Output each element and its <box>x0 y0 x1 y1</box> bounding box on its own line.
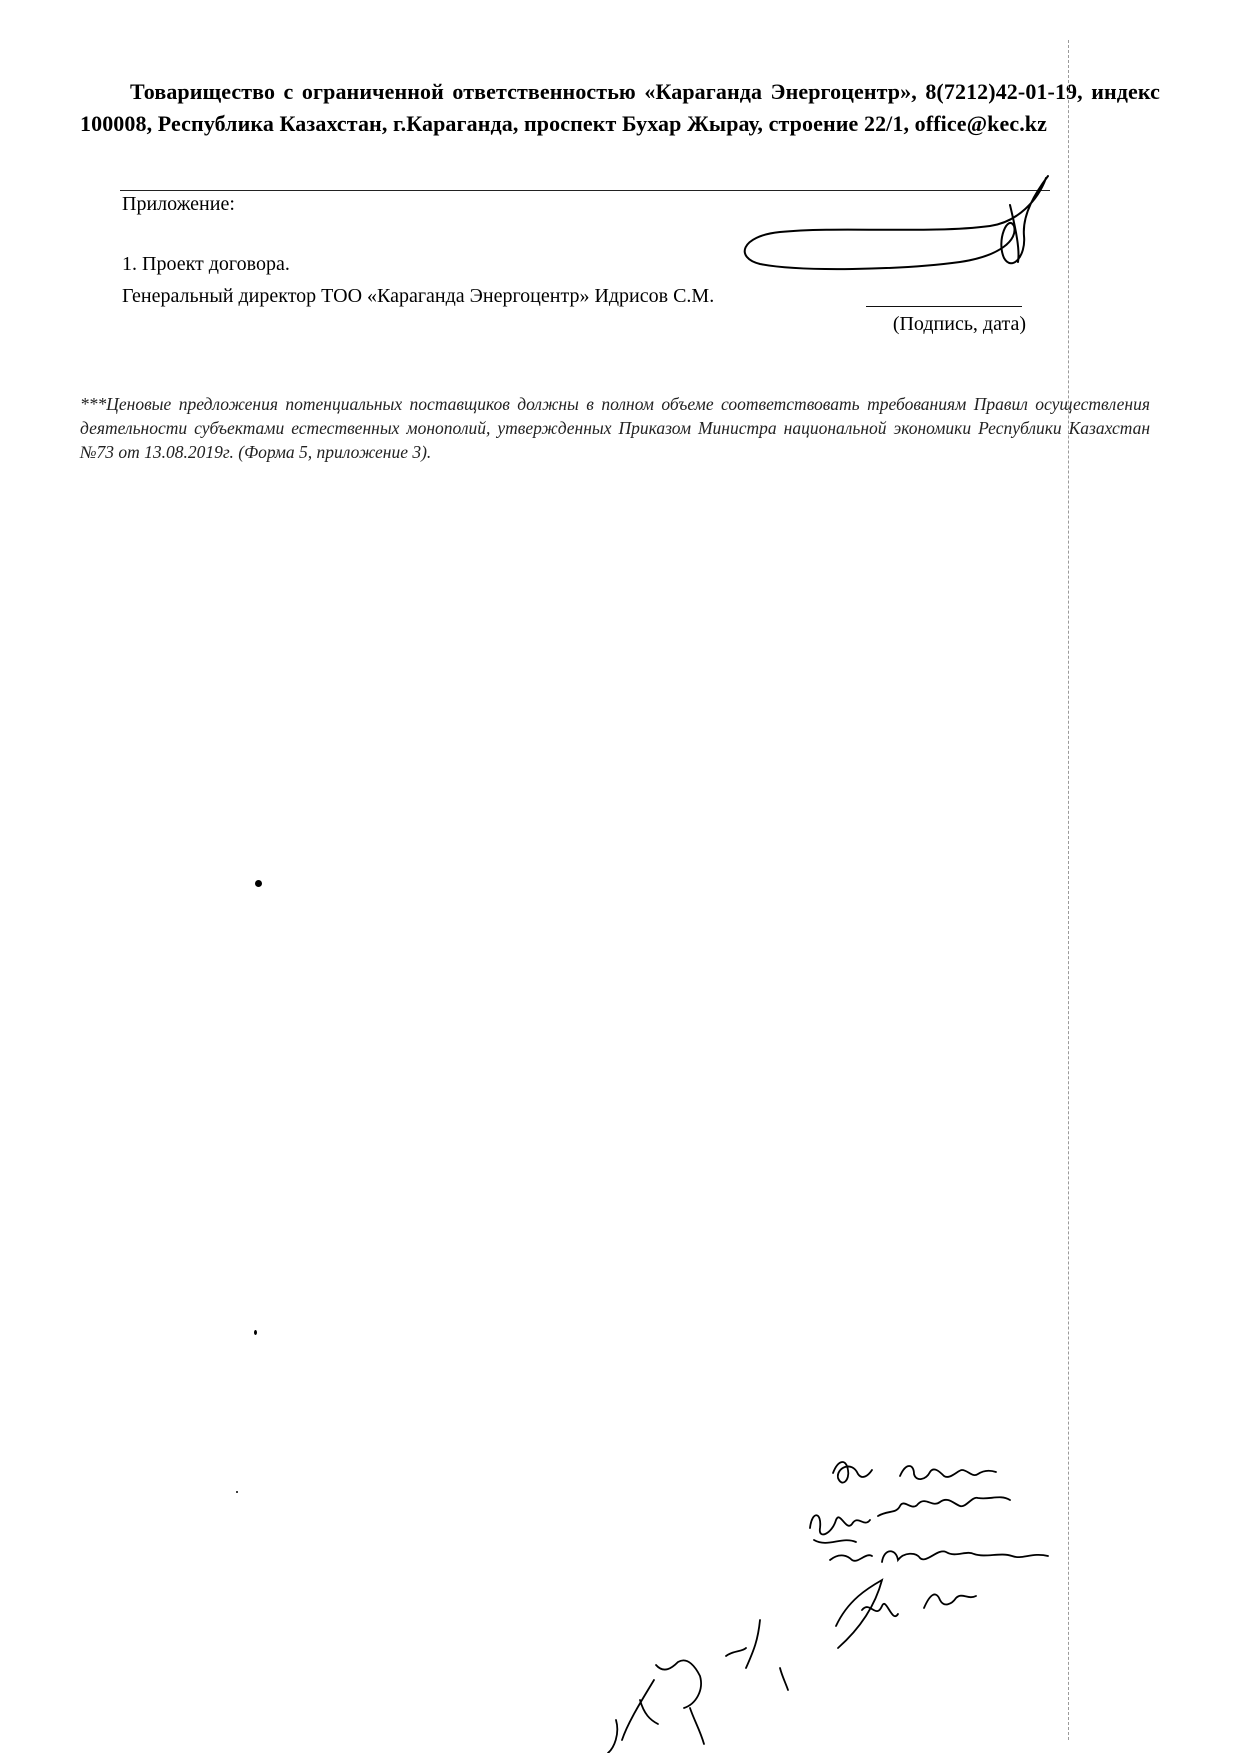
approval-signatures-block <box>608 1462 1048 1753</box>
header-divider <box>120 190 1050 191</box>
appendix-label: Приложение: <box>122 193 235 215</box>
signature-hint: (Подпись, дата) <box>892 313 1026 335</box>
scan-edge-line <box>1068 40 1069 1740</box>
footnote: ***Ценовые предложения потенциальных поставщиков должны в полном объеме соответствовать требованиям Правил осуществления деятельности субъектами естественных монополий, утвержденных Приказом Министра национальной экономики Республики Казахстан №73 от 13.08.2019г. (Форма 5, приложение 3). <box>80 394 1150 462</box>
company-header: Товарищество с ограниченной ответственностью «Караганда Энергоцентр», 8(7212)42-01-19, индекс 100008, Республика Казахстан, г.Караганда, проспект Бухар Жырау, строение 22/1, office@kec.kz <box>80 79 1160 136</box>
scan-speck <box>255 880 262 887</box>
appendix-item: 1. Проект договора. <box>122 253 290 275</box>
scan-speck <box>254 1330 257 1335</box>
director-signatory-line: Генеральный директор ТОО «Караганда Энергоцентр» Идрисов С.М. <box>122 285 715 307</box>
signature-blank-line <box>866 306 1022 307</box>
scan-speck <box>236 1491 238 1493</box>
